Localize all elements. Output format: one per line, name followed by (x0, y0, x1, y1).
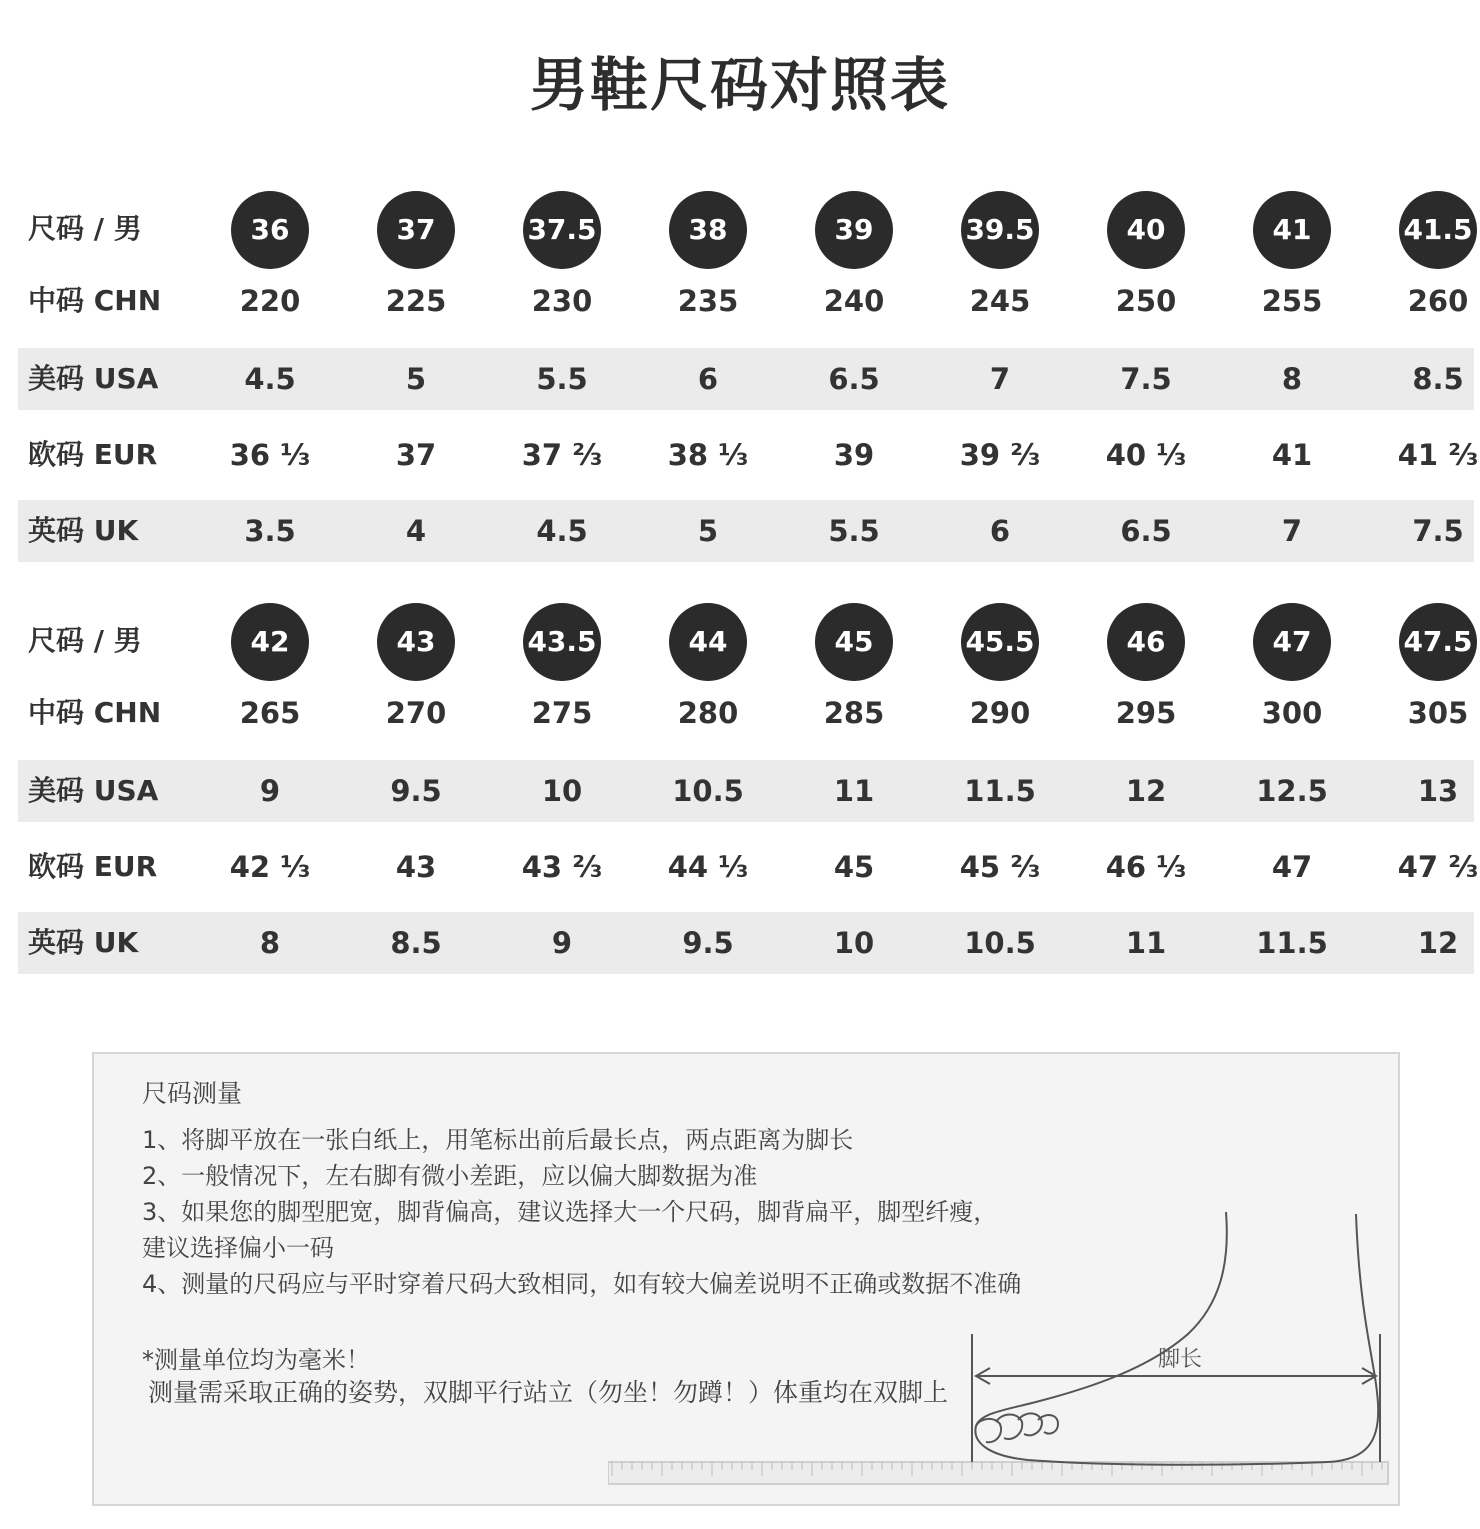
size-cell: 305 (1407, 696, 1469, 730)
foot-length-label: 脚长 (1157, 1347, 1203, 1372)
measurement-step: 4、测量的尺码应与平时穿着尺码大致相同，如有较大偏差说明不正确或数据不准确 (142, 1270, 1022, 1298)
foot-outline-icon (608, 1204, 1398, 1504)
size-cell: 4 (405, 514, 427, 548)
size-cell: 265 (239, 696, 301, 730)
size-cell: 8.5 (1412, 362, 1464, 396)
size-cell: 10 (541, 774, 583, 808)
measurement-step: 建议选择偏小一码 (142, 1234, 334, 1262)
size-cell: 250 (1115, 284, 1177, 318)
row-label: 美码 USA (28, 362, 159, 395)
size-cell: 270 (385, 696, 447, 730)
size-circle: 45.5 (961, 603, 1039, 681)
size-cell: 6.5 (1120, 514, 1172, 548)
size-cell: 7 (1281, 514, 1303, 548)
size-cell: 10.5 (672, 774, 744, 808)
size-cell: 41 ⅔ (1397, 438, 1479, 472)
size-cell: 7.5 (1120, 362, 1172, 396)
size-row (18, 760, 1474, 822)
size-circle: 47 (1253, 603, 1331, 681)
size-cell: 45 (833, 850, 875, 884)
size-cell: 8.5 (390, 926, 442, 960)
size-row (18, 500, 1474, 562)
size-row (18, 348, 1474, 410)
size-cell: 9.5 (390, 774, 442, 808)
size-circle: 37 (377, 191, 455, 269)
size-cell: 7 (989, 362, 1011, 396)
size-circle: 47.5 (1399, 603, 1477, 681)
size-cell: 11 (1125, 926, 1167, 960)
size-cell: 6 (697, 362, 719, 396)
size-circle: 45 (815, 603, 893, 681)
size-cell: 37 ⅔ (521, 438, 603, 472)
size-row (18, 682, 1474, 744)
row-label: 欧码 EUR (28, 850, 158, 883)
size-cell: 4.5 (536, 514, 588, 548)
size-cell: 280 (677, 696, 739, 730)
size-cell: 11.5 (964, 774, 1036, 808)
size-circle: 43 (377, 603, 455, 681)
size-cell: 12.5 (1256, 774, 1328, 808)
size-cell: 11 (833, 774, 875, 808)
size-cell: 9.5 (682, 926, 734, 960)
size-cell: 47 ⅔ (1397, 850, 1479, 884)
size-cell: 5.5 (536, 362, 588, 396)
size-cell: 7.5 (1412, 514, 1464, 548)
size-row (18, 270, 1474, 332)
size-cell: 37 (395, 438, 437, 472)
size-cell: 13 (1417, 774, 1459, 808)
size-cell: 225 (385, 284, 447, 318)
size-cell: 275 (531, 696, 593, 730)
size-cell: 9 (259, 774, 281, 808)
row-label: 英码 UK (28, 514, 139, 547)
size-cell: 43 ⅔ (521, 850, 603, 884)
size-cell: 255 (1261, 284, 1323, 318)
size-cell: 245 (969, 284, 1031, 318)
size-cell: 40 ⅓ (1105, 438, 1187, 472)
size-cell: 12 (1417, 926, 1459, 960)
size-cell: 6 (989, 514, 1011, 548)
size-cell: 6.5 (828, 362, 880, 396)
size-circle: 38 (669, 191, 747, 269)
size-cell: 8 (1281, 362, 1303, 396)
size-row (18, 912, 1474, 974)
row-label: 中码 CHN (28, 696, 162, 729)
size-cell: 11.5 (1256, 926, 1328, 960)
size-cell: 39 ⅔ (959, 438, 1041, 472)
size-cell: 295 (1115, 696, 1177, 730)
size-cell: 38 ⅓ (667, 438, 749, 472)
measurement-unit-note: *测量单位均为毫米！ (142, 1346, 370, 1374)
size-cell: 5 (697, 514, 719, 548)
size-cell: 45 ⅔ (959, 850, 1041, 884)
size-cell: 47 (1271, 850, 1313, 884)
size-cell: 290 (969, 696, 1031, 730)
size-cell: 12 (1125, 774, 1167, 808)
size-cell: 220 (239, 284, 301, 318)
size-cell: 10.5 (964, 926, 1036, 960)
size-cell: 5 (405, 362, 427, 396)
size-cell: 42 ⅓ (229, 850, 311, 884)
size-cell: 44 ⅓ (667, 850, 749, 884)
size-cell: 3.5 (244, 514, 296, 548)
size-header-row (18, 600, 1474, 682)
measurement-step: 2、一般情况下，左右脚有微小差距，应以偏大脚数据为准 (142, 1162, 758, 1190)
measurement-step: 1、将脚平放在一张白纸上，用笔标出前后最长点，两点距离为脚长 (142, 1126, 854, 1154)
size-cell: 8 (259, 926, 281, 960)
size-circle: 39.5 (961, 191, 1039, 269)
size-circle: 43.5 (523, 603, 601, 681)
size-circle: 44 (669, 603, 747, 681)
size-cell: 230 (531, 284, 593, 318)
size-circle: 37.5 (523, 191, 601, 269)
size-circle: 39 (815, 191, 893, 269)
size-cell: 43 (395, 850, 437, 884)
row-label: 美码 USA (28, 774, 159, 807)
row-label: 中码 CHN (28, 284, 162, 317)
measurement-step: 3、如果您的脚型肥宽，脚背偏高，建议选择大一个尺码，脚背扁平，脚型纤瘦， (142, 1198, 998, 1226)
size-cell: 36 ⅓ (229, 438, 311, 472)
size-circle: 41 (1253, 191, 1331, 269)
measurement-posture-note: 测量需采取正确的姿势，双脚平行站立（勿坐！勿蹲！）体重均在双脚上 (148, 1378, 949, 1407)
size-cell: 300 (1261, 696, 1323, 730)
size-row (18, 424, 1479, 486)
measurement-title: 尺码测量 (142, 1079, 243, 1108)
row-label: 英码 UK (28, 926, 139, 959)
size-cell: 4.5 (244, 362, 296, 396)
size-circle: 36 (231, 191, 309, 269)
row-label: 尺码 / 男 (28, 624, 142, 657)
size-cell: 260 (1407, 284, 1469, 318)
size-cell: 285 (823, 696, 885, 730)
page-title: 男鞋尺码对照表 (529, 51, 950, 119)
size-cell: 39 (833, 438, 875, 472)
size-circle: 41.5 (1399, 191, 1477, 269)
size-cell: 235 (677, 284, 739, 318)
size-circle: 46 (1107, 603, 1185, 681)
size-cell: 41 (1271, 438, 1313, 472)
size-cell: 5.5 (828, 514, 880, 548)
row-label: 尺码 / 男 (28, 212, 142, 245)
size-row (18, 836, 1479, 898)
size-cell: 9 (551, 926, 573, 960)
size-circle: 40 (1107, 191, 1185, 269)
measurement-panel (92, 1052, 1400, 1506)
size-circle: 42 (231, 603, 309, 681)
size-cell: 46 ⅓ (1105, 850, 1187, 884)
row-label: 欧码 EUR (28, 438, 158, 471)
size-cell: 10 (833, 926, 875, 960)
size-header-row (18, 188, 1474, 270)
size-cell: 240 (823, 284, 885, 318)
